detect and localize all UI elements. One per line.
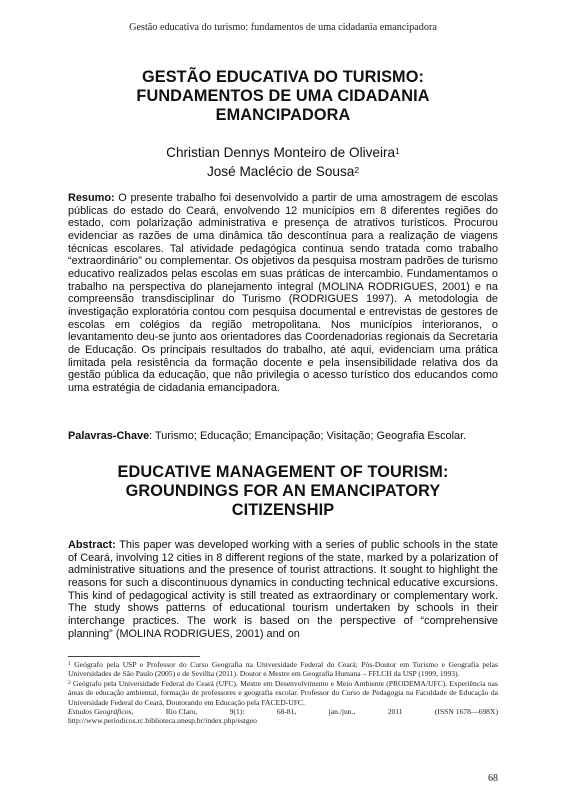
title-en-line-3: CITIZENSHIP xyxy=(231,501,335,519)
title-pt-line-2: FUNDAMENTOS DE UMA CIDADANIA xyxy=(136,87,430,105)
author-2-name: José Maclécio de Sousa xyxy=(206,163,355,179)
footnote-1-mark: 1 xyxy=(68,661,71,667)
resumo-label: Resumo: xyxy=(68,192,115,204)
journal-name: Estudos Geográficos, xyxy=(68,707,134,717)
abstract-label: Abstract: xyxy=(68,539,116,551)
footnote-1-text: Geógrafo pela USP e Professor do Curso Geografia na Universidade Federal do Ceará; Pós-Doutor em Turismo e Geografia pelas Universidades de São Paulo (2005) e de Sevilha (2011). Doutor e Mestre em Geografia Humana – FFLCH da USP (1999, 1993). xyxy=(68,660,498,679)
title-pt-line-1: GESTÃO EDUCATIVA DO TURISMO: xyxy=(142,68,424,86)
journal-issn: (ISSN 1678—698X) xyxy=(434,707,498,717)
title-pt-line-3: EMANCIPADORA xyxy=(215,106,351,124)
author-2-footnote-mark: 2 xyxy=(354,164,360,175)
footnote-2-text: Geógrafo pela Universidade Federal do Ceará (UFC). Mestre em Desenvolvimento e Meio Ambiente (PRODEMA/UFC). Experiência nas áreas de educação ambiental, formação de professores e geografia escolar. Professor do Curso de Pedagogia na Faculdade de Educação da Universidade Federal do Ceará, Doutorando em Educação pela FACED-UFC. xyxy=(68,678,498,707)
footnotes xyxy=(68,660,498,726)
footnote-1 xyxy=(68,660,498,679)
keywords-label: Palavras-Chave xyxy=(68,430,150,442)
journal-period: jan./jun., xyxy=(328,707,356,717)
title-en-line-2: GROUNDINGS FOR AN EMANCIPATORY xyxy=(125,482,441,500)
resumo-text: O presente trabalho foi desenvolvido a partir de uma amostragem de escolas públicas do estado do Ceará, envolvendo 12 municípios em 8 diferentes regiões do estado, com polarização administrativa e presença de atrativos turísticos. Procurou evidenciar as razões de uma dinâmica tão descontínua para a realização de viagens técnicas escolares. Tal atividade pedagógica continua sendo tratada como trabalho “extraordinário” ou complementar. Os objetivos da pesquisa mostram padrões de turismo educativo realizados pelas escolas em suas práticas de intercambio. Fundamentamos o trabalho na perspectiva do planejamento integral (MOLINA RODRIGUES, 2001) e na compreensão transdisciplinar do Turismo (RODRIGUES 1997). A metodologia de investigação exploratória contou com pesquisa documental e entrevistas de gestores de escolas em colégios da região metropolitana. Nos municípios interioranos, o levantamento deu-se junto aos orientadores das Coordenadorias regionais da Secretaria de Educação. Os principais resultados do trabalho, até aqui, evidenciam uma prática limitada pela resistência da formação docente e pela insensibilidade relativa dos da gestão pública da educação, que não privilegia o acesso turístico dos educandos como uma estratégia de cidadania emancipadora. xyxy=(68,192,498,394)
abstract-paragraph xyxy=(68,539,498,640)
keywords-paragraph xyxy=(68,430,498,443)
abstract-text: This paper was developed working with a series of public schools in the state of Ceará, involving 12 cities in 8 different regions of the state, marked by a polarization of administrative situations and the presence of tourist attractions. It sought to highlight the reasons for such a discontinuous dynamics in conducting technical educative excursions. This kind of pedagogical activity is still treated as extraordinary or complementary work. The study shows patterns of educational tourism undertaken by schools in their interchange practices. The work is based on the perspective of “comprehensive planning” (MOLINA RODRIGUES, 2001) and on xyxy=(68,539,498,640)
paper-title-english xyxy=(90,463,476,520)
author-1 xyxy=(90,144,476,163)
running-header: Gestão educativa do turismo: fundamentos de uma cidadania emancipadora xyxy=(129,22,437,33)
author-1-name: Christian Dennys Monteiro de Oliveira xyxy=(166,145,396,160)
footnote-2 xyxy=(68,679,498,707)
paper-title-portuguese xyxy=(90,68,476,125)
journal-year: 2011 xyxy=(387,707,403,717)
footnote-2-mark: 2 xyxy=(68,679,71,686)
journal-city: Rio Claro, xyxy=(165,707,198,717)
journal-url[interactable]: http://www.periodicos.rc.biblioteca.unesp.br/index.php/estgeo xyxy=(68,716,257,726)
author-1-footnote-mark: 1 xyxy=(395,146,400,156)
title-en-line-1: EDUCATIVE MANAGEMENT OF TOURISM: xyxy=(117,463,449,481)
journal-volume: 9(1): xyxy=(229,707,245,717)
journal-citation xyxy=(68,707,498,716)
resumo-paragraph xyxy=(68,192,498,395)
author-2 xyxy=(90,163,476,182)
author-list xyxy=(90,144,476,181)
page-number: 68 xyxy=(488,773,498,784)
keywords-text: : Turismo; Educação; Emancipação; Visitação; Geografia Escolar. xyxy=(149,430,467,442)
footnote-divider xyxy=(68,656,200,657)
journal-pages: 68-81, xyxy=(276,707,297,717)
